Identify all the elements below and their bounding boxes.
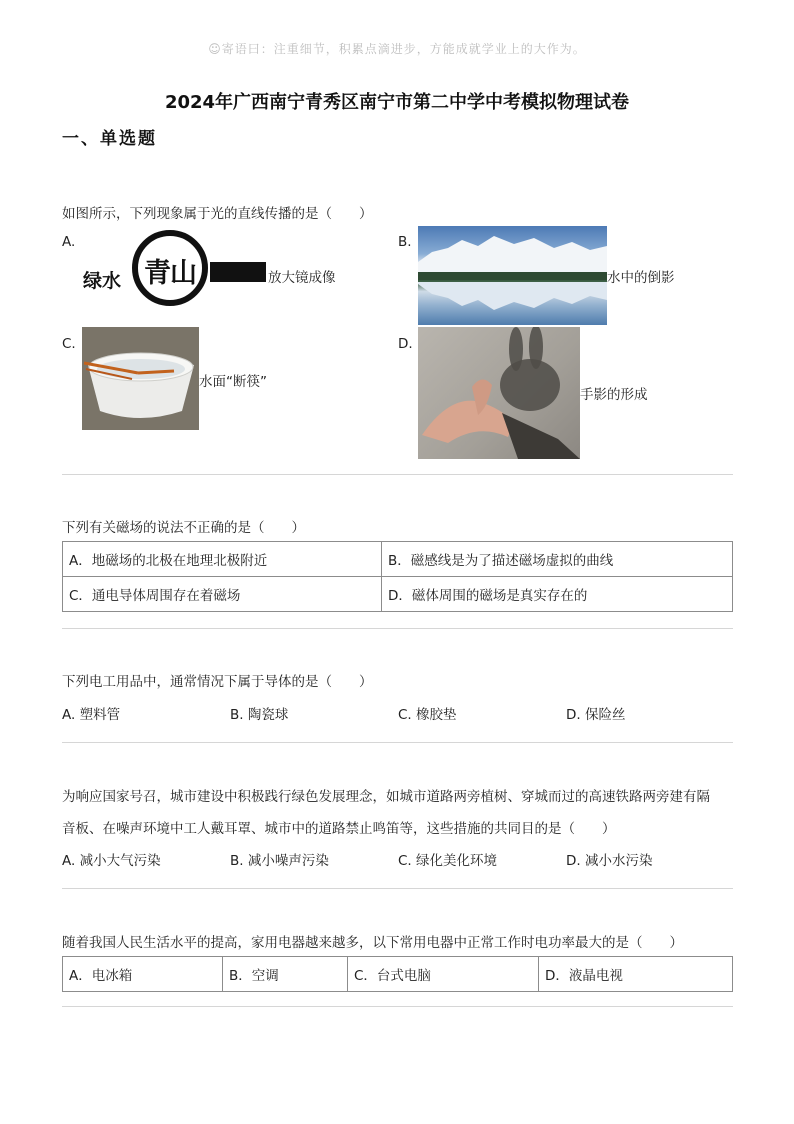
q3-option-a[interactable]: A. 塑料管: [62, 707, 121, 723]
q3-option-b[interactable]: B. 陶瓷球: [230, 707, 289, 723]
page-title: 2024年广西南宁青秀区南宁市第二中学中考模拟物理试卷: [164, 92, 630, 113]
q5-option-c[interactable]: C．台式电脑: [348, 957, 539, 992]
question-divider-5: [62, 1006, 733, 1007]
question-4-stem-line-1: 为响应国家号召，城市建设中积极践行绿色发展理念，如城市道路两旁植树、穿城而过的高速铁路两旁建有隔: [62, 789, 710, 805]
q3-option-d[interactable]: D. 保险丝: [566, 707, 626, 723]
q1-option-c-caption: 水面“断筷”: [199, 374, 267, 390]
q5-options-table: [62, 956, 733, 992]
q2-option-c[interactable]: C．通电导体周围存在着磁场: [63, 577, 382, 612]
section-heading: 一、单选题: [62, 129, 157, 149]
magnifier-image-text-left: 绿水: [83, 270, 122, 292]
hand-shadow-svg: [418, 327, 580, 459]
question-divider-2: [62, 628, 733, 629]
mountain-reflection-image: [418, 226, 607, 325]
question-3-stem: 下列电工用品中，通常情况下属于导体的是（ ）: [62, 674, 373, 690]
question-divider-3: [62, 742, 733, 743]
q1-option-b-letter: B.: [398, 234, 412, 250]
q2-option-a[interactable]: A．地磁场的北极在地理北极附近: [63, 542, 382, 577]
bent-chopsticks-image: [82, 327, 199, 430]
q4-option-b[interactable]: B. 减小噪声污染: [230, 853, 329, 869]
q5-option-b[interactable]: B．空调: [223, 957, 348, 992]
header-motto: ☺寄语曰：注重细节，积累点滴进步，方能成就学业上的大作为。: [208, 42, 586, 56]
magnifier-image: [80, 228, 270, 308]
q1-option-b-caption: 水中的倒影: [607, 270, 675, 286]
question-2-stem: 下列有关磁场的说法不正确的是（ ）: [62, 520, 305, 536]
q5-option-d[interactable]: D．液晶电视: [539, 957, 733, 992]
q2-options-table: [62, 541, 733, 612]
question-1-stem: 如图所示，下列现象属于光的直线传播的是（ ）: [62, 206, 373, 222]
question-divider-1: [62, 474, 733, 475]
q4-option-a[interactable]: A. 减小大气污染: [62, 853, 161, 869]
mountain-reflection-svg: [418, 226, 607, 325]
q4-option-d[interactable]: D. 减小水污染: [566, 853, 653, 869]
question-divider-4: [62, 888, 733, 889]
q1-option-d-caption: 手影的形成: [580, 387, 648, 403]
q1-option-c-letter: C.: [62, 336, 76, 352]
q5-option-a[interactable]: A．电冰箱: [63, 957, 223, 992]
hand-shadow-image: [418, 327, 580, 459]
q3-option-c[interactable]: C. 橡胶垫: [398, 707, 457, 723]
q4-option-c[interactable]: C. 绿化美化环境: [398, 853, 498, 869]
question-5-stem: 随着我国人民生活水平的提高，家用电器越来越多，以下常用电器中正常工作时电功率最大的是（ ）: [62, 935, 683, 951]
question-4-stem-line-2: 音板、在噪声环境中工人戴耳罩、城市中的道路禁止鸣笛等，这些措施的共同目的是（ ）: [62, 821, 616, 837]
q2-option-d[interactable]: D．磁体周围的磁场是真实存在的: [382, 577, 733, 612]
q1-option-a-letter: A.: [62, 234, 76, 250]
q2-option-b[interactable]: B．磁感线是为了描述磁场虚拟的曲线: [382, 542, 733, 577]
bowl-svg: [82, 327, 199, 430]
magnifier-lens-text: 青山: [144, 258, 196, 289]
magnifier-handle: [210, 262, 266, 282]
q1-option-d-letter: D.: [398, 336, 413, 352]
q1-option-a-caption: 放大镜成像: [268, 270, 336, 286]
